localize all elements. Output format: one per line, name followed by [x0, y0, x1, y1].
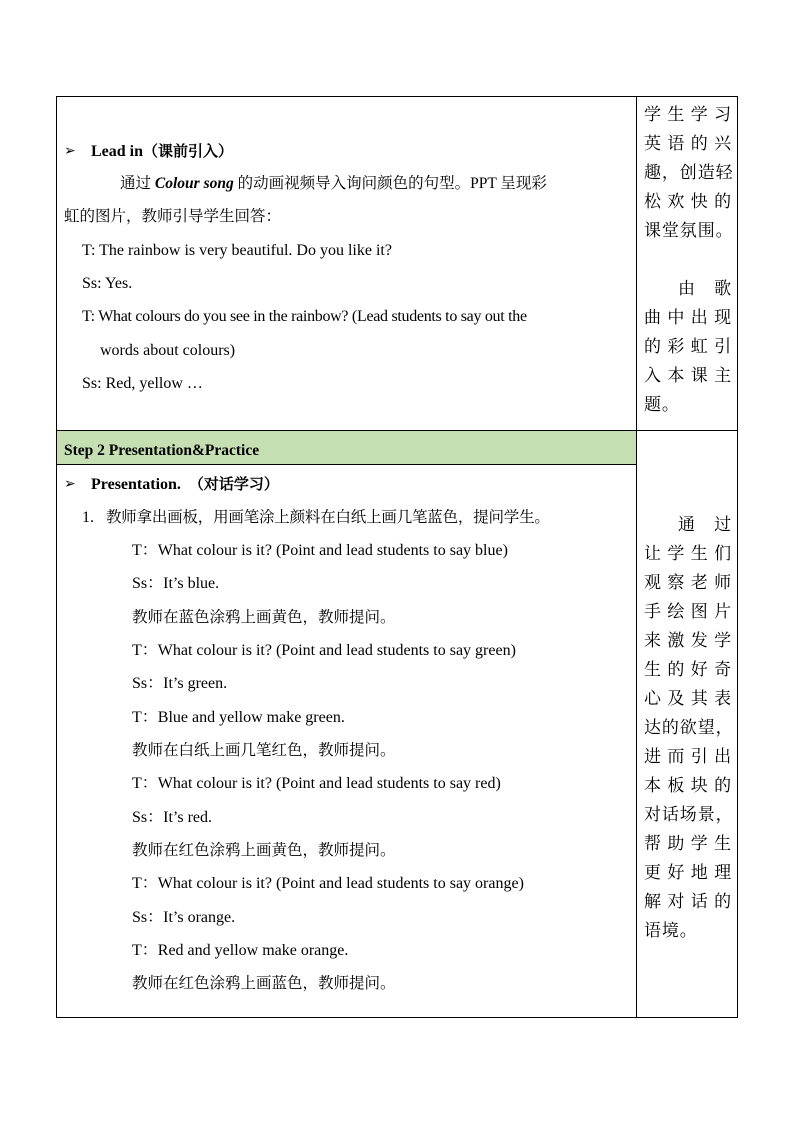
song-title: Colour song	[154, 175, 234, 192]
note-line: 生的好奇	[644, 660, 732, 679]
presentation-teaching-note	[644, 510, 732, 945]
lead-in-heading: Lead in（课前引入）	[91, 142, 234, 160]
dialog-line: T：Blue and yellow make green.	[132, 709, 345, 726]
note-line: 通过	[678, 515, 732, 534]
note-line: 对话场景，	[644, 805, 734, 824]
note-line	[644, 245, 732, 274]
note-line: 手绘图片	[644, 602, 732, 621]
note-line: 帮助学生	[644, 834, 732, 853]
dialog-line: Ss: Yes.	[82, 275, 133, 292]
dialog-line: T：What colour is it? (Point and lead students to say orange)	[132, 875, 524, 892]
note-line: 更好地理	[644, 863, 732, 882]
lesson-plan-table	[56, 96, 738, 1018]
note-line: 让学生们	[644, 544, 732, 563]
column-divider	[636, 96, 637, 1018]
note-line: 心及其表	[644, 689, 732, 708]
note-line: 曲中出现	[644, 308, 732, 327]
note-line: 解对话的	[644, 892, 732, 911]
dialog-line: T：What colour is it? (Point and lead students to say blue)	[132, 542, 508, 559]
item-text: 教师拿出画板，用画笔涂上颜料在白纸上画几笔蓝色，提问学生。	[106, 509, 550, 526]
dialog-line: Ss：It’s green.	[132, 675, 228, 692]
note-line: 松欢快的	[644, 192, 732, 211]
lead-in-teaching-note	[644, 100, 732, 419]
note-line: 学生学习	[644, 105, 732, 124]
dialog-line: Ss：It’s blue.	[132, 575, 220, 592]
note-line: 来激发学	[644, 631, 732, 650]
note-line: 的彩虹引	[644, 337, 732, 356]
dialog-line: T: What colours do you see in the rainbow? (Lead students to say out the	[82, 308, 527, 325]
instruction-line: 教师在红色涂鸦上画蓝色，教师提问。	[132, 975, 396, 992]
dialog-line: Ss: Red, yellow …	[82, 375, 203, 392]
dialog-line: Ss：It’s red.	[132, 809, 213, 826]
note-line: 题。	[644, 395, 680, 414]
note-line: 进而引出	[644, 747, 732, 766]
instruction-line: 教师在红色涂鸦上画黄色，教师提问。	[132, 842, 396, 859]
row-divider	[56, 430, 738, 431]
lead-in-intro-line2: 虹的图片，教师引导学生回答：	[64, 208, 282, 225]
note-line: 英语的兴	[644, 134, 732, 153]
dialog-line: T：What colour is it? (Point and lead students to say red)	[132, 775, 501, 792]
note-line: 观察老师	[644, 573, 732, 592]
dialog-line: words about colours)	[100, 342, 236, 359]
dialog-line: T：Red and yellow make orange.	[132, 942, 349, 959]
note-line: 本板块的	[644, 776, 732, 795]
instruction-line: 教师在白纸上画几笔红色，教师提问。	[132, 742, 396, 759]
note-line: 达的欲望，	[644, 718, 734, 737]
lead-in-intro: 通过 Colour song 的动画视频导入询问颜色的句型。PPT 呈现彩	[120, 175, 547, 192]
presentation-heading: Presentation. （对话学习）	[91, 475, 279, 493]
item-number: 1.	[82, 509, 94, 526]
step2-header-divider	[56, 464, 637, 465]
note-line: 课堂氛围。	[644, 221, 734, 240]
dialog-line: Ss：It’s orange.	[132, 909, 236, 926]
arrow-bullet-icon: ➢	[64, 476, 76, 492]
dialog-line: T: The rainbow is very beautiful. Do you like it?	[82, 242, 392, 259]
step2-title: Step 2 Presentation&Practice	[64, 442, 260, 459]
note-line: 由歌	[678, 279, 732, 298]
note-line: 入本课主	[644, 366, 732, 385]
dialog-line: T：What colour is it? (Point and lead students to say green)	[132, 642, 516, 659]
arrow-bullet-icon: ➢	[64, 143, 76, 159]
note-line: 语境。	[644, 921, 698, 940]
note-line: 趣，创造轻	[644, 163, 734, 182]
instruction-line: 教师在蓝色涂鸦上画黄色，教师提问。	[132, 609, 396, 626]
